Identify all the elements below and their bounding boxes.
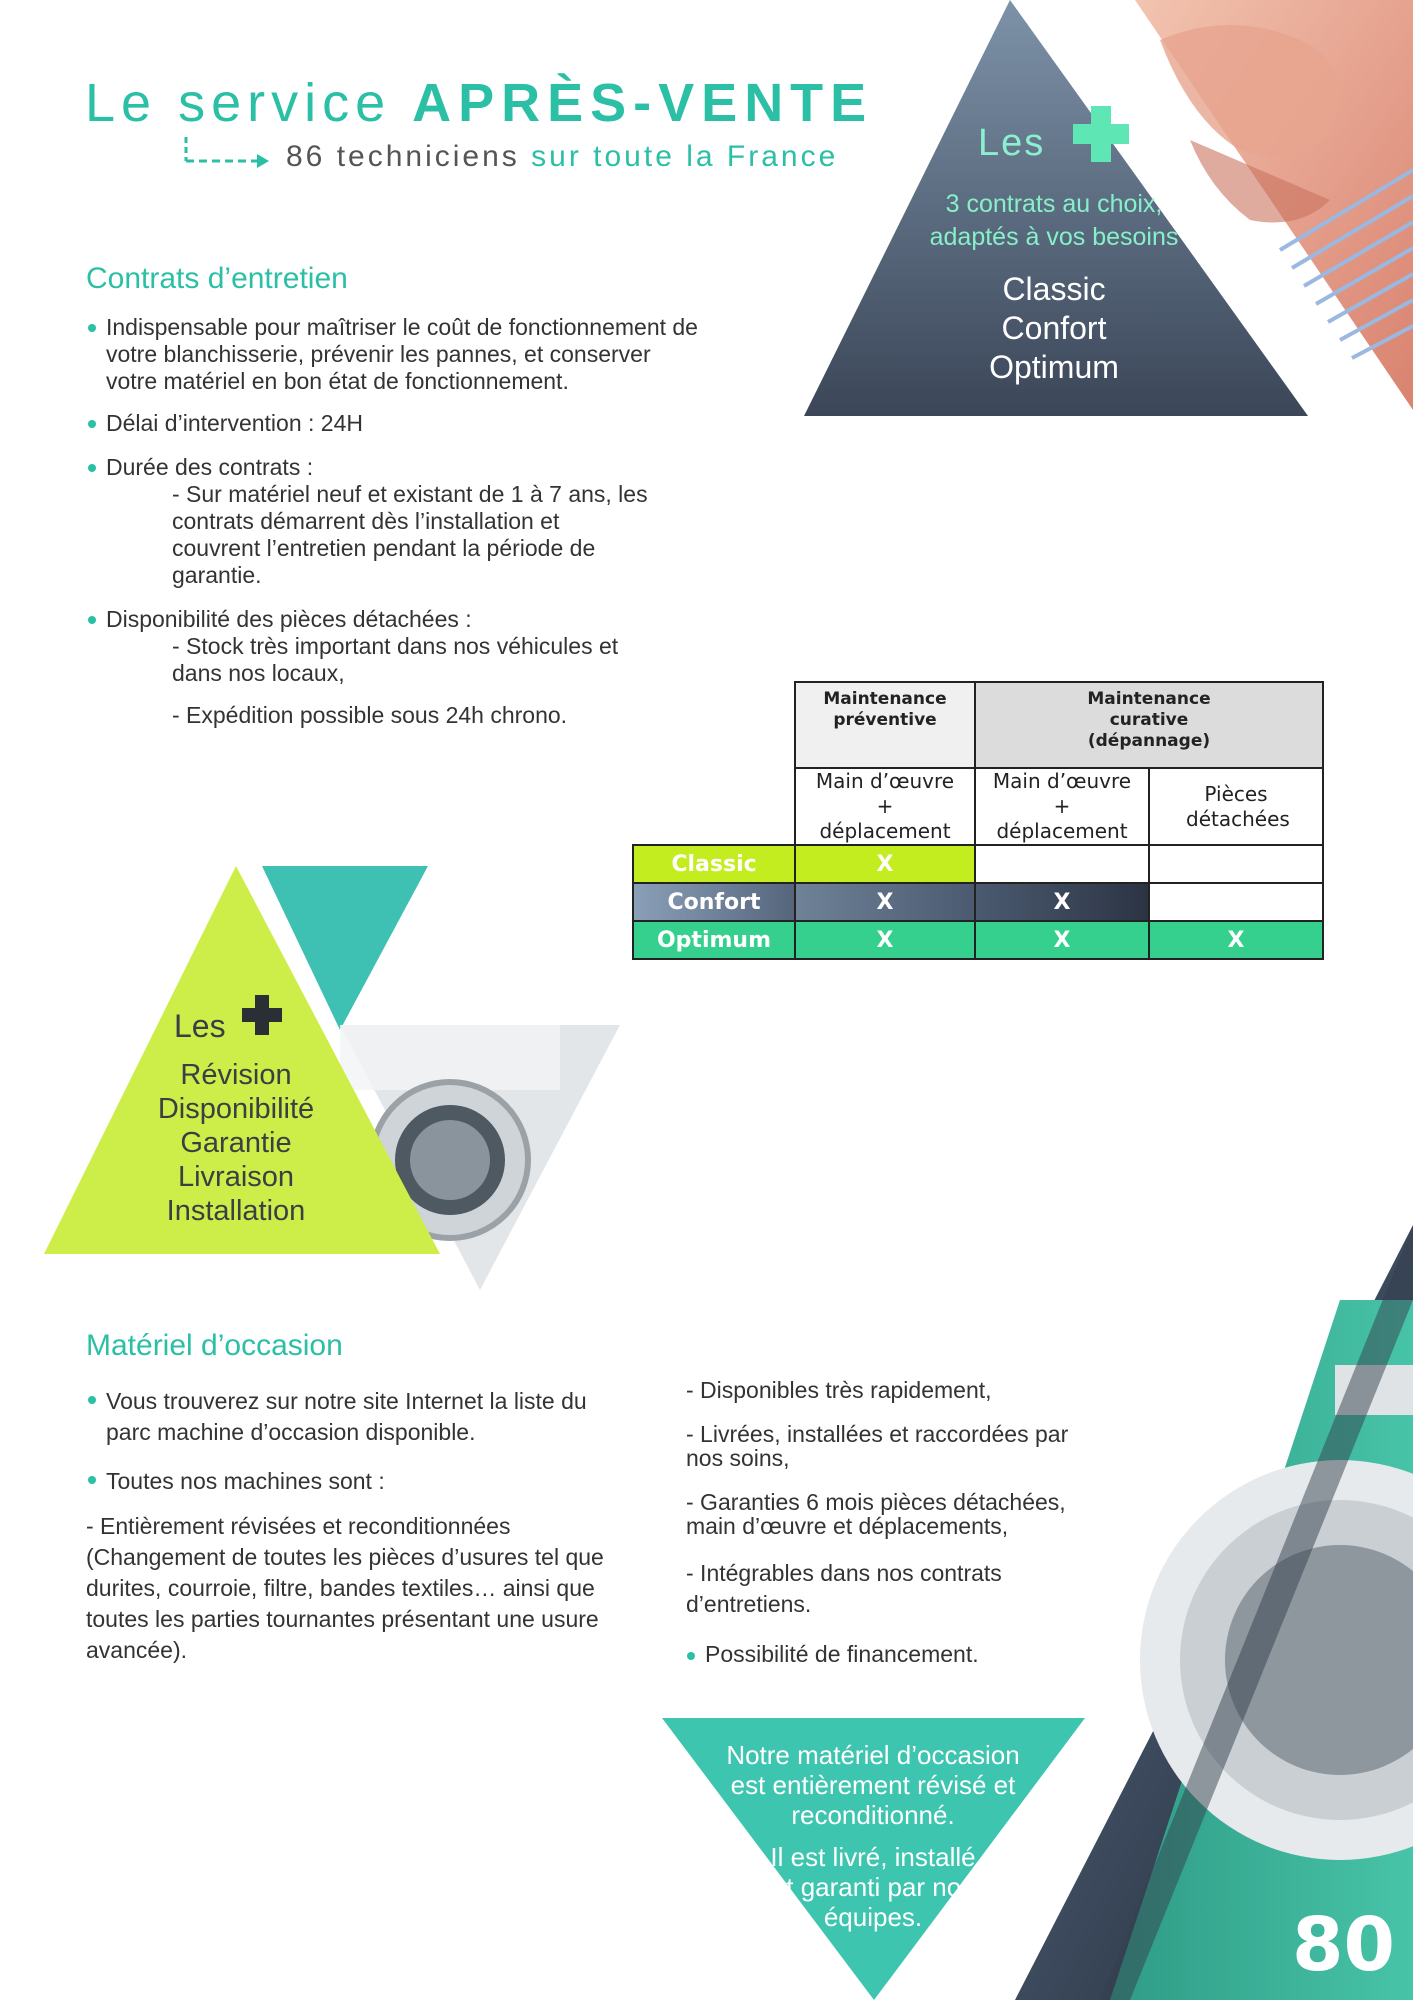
- occasion-right-item: Possibilité de financement.: [685, 1642, 1135, 1666]
- occasion-right-list: [686, 1378, 1136, 1666]
- bottom-triangle-p2: Il est livré, installé et garanti par nos équipes.: [770, 1842, 976, 1932]
- table-subheader: [1149, 768, 1323, 845]
- table-subheader: [975, 768, 1149, 845]
- contrats-subitem: - Stock très important dans nos véhicules et dans nos locaux,: [172, 633, 619, 686]
- table-header-preventive: Maintenance préventive: [795, 682, 975, 768]
- title-bold: APRÈS-VENTE: [412, 73, 874, 133]
- left-triangle-les: Les: [174, 1008, 226, 1044]
- table-cell: X: [975, 921, 1149, 959]
- table-row: [633, 845, 1323, 883]
- table-header-curative-text: Maintenance curative (dépannage): [1087, 689, 1211, 751]
- contrats-item: Durée des contrats :: [86, 454, 701, 481]
- occasion-item: Vous trouverez sur notre site Internet la liste du parc machine d’occasion disponible.: [86, 1386, 621, 1448]
- occasion-item: Toutes nos machines sont :: [86, 1466, 626, 1497]
- occasion-right-item: - Intégrables dans nos contrats d’entretiens.: [686, 1560, 1002, 1617]
- contrats-item: Disponibilité des pièces détachées :: [86, 606, 701, 633]
- bottom-triangle-p1: Notre matériel d’occasion est entièrement révisé et reconditionné.: [726, 1740, 1020, 1830]
- contrats-item: Délai d’intervention : 24H: [86, 410, 701, 437]
- contrats-heading: Contrats d’entretien: [86, 262, 348, 295]
- table-subheader: [795, 768, 975, 845]
- table-cell: [1149, 883, 1323, 921]
- table-cell: X: [1149, 921, 1323, 959]
- dashed-arrow-icon: [183, 133, 271, 173]
- row-label-confort: Confort: [633, 883, 795, 921]
- occasion-right-item: - Livrées, installées et raccordées par nos soins,: [686, 1421, 1069, 1471]
- contracts-table: [632, 681, 1324, 960]
- left-triangle-item: Disponibilité: [157, 1093, 315, 1125]
- bottom-triangle-text: [700, 1740, 1046, 1932]
- row-label-optimum: Optimum: [633, 921, 795, 959]
- table-empty-corner: [633, 682, 795, 768]
- table-cell: X: [795, 845, 975, 883]
- table-subheader-text: Pièces détachées: [1186, 781, 1290, 831]
- title-light: Le service: [85, 73, 413, 133]
- page-number: 80: [1292, 1902, 1395, 1988]
- top-triangle-intro: [856, 188, 1252, 254]
- table-row: [633, 921, 1323, 959]
- table-cell: [975, 845, 1149, 883]
- occasion-detail: - Entièrement révisées et reconditionnées (Changement de toutes les pièces d’usures tel que durites, courroie, filtre, bandes textiles… ainsi que toutes les parties tournantes présentant une usure avancée).: [86, 1513, 604, 1663]
- top-triangle-line2: adaptés à vos besoins: [929, 223, 1179, 251]
- left-triangle-item: Révision: [180, 1059, 292, 1091]
- top-triangle-les: Les: [978, 122, 1046, 164]
- occasion-right-item: - Garanties 6 mois pièces détachées, main d’œuvre et déplacements,: [686, 1489, 1066, 1539]
- table-subheader-text: Main d’œuvre + déplacement: [815, 769, 955, 843]
- table-row: [633, 883, 1323, 921]
- table-empty-cell: [633, 768, 795, 845]
- top-triangle-contracts: [904, 270, 1204, 387]
- page-title: [85, 72, 873, 134]
- contract-classic: Classic: [1002, 271, 1106, 307]
- subtitle-teal: sur toute la France: [531, 140, 839, 173]
- table-header-curative: [975, 682, 1323, 768]
- top-triangle-line1: 3 contrats au choix,: [945, 190, 1163, 218]
- contract-optimum: Optimum: [989, 349, 1119, 385]
- table-cell: [1149, 845, 1323, 883]
- left-triangle-list: [136, 1058, 336, 1228]
- contrats-list: [86, 314, 701, 729]
- contrats-item: Indispensable pour maîtriser le coût de fonctionnement de votre blanchisserie, prévenir les pannes, et conserver votre matériel en bon état de fonctionnement.: [86, 314, 701, 395]
- occasion-right-item: - Disponibles très rapidement,: [686, 1377, 992, 1403]
- table-subheader-text: Main d’œuvre + déplacement: [992, 769, 1132, 843]
- table-cell: X: [795, 883, 975, 921]
- table-cell: X: [975, 883, 1149, 921]
- left-triangle-item: Installation: [166, 1195, 306, 1227]
- subtitle-dark: 86 techniciens: [286, 140, 532, 173]
- occasion-left-list: [86, 1386, 626, 1666]
- row-label-classic: Classic: [633, 845, 795, 883]
- table-cell: X: [795, 921, 975, 959]
- left-triangle-item: Garantie: [180, 1127, 292, 1159]
- contrats-subitem: - Expédition possible sous 24h chrono.: [172, 702, 568, 728]
- occasion-heading: Matériel d’occasion: [86, 1329, 343, 1362]
- left-triangle-item: Livraison: [177, 1161, 295, 1193]
- contrats-subitem: - Sur matériel neuf et existant de 1 à 7 ans, les contrats démarrent dès l’installation et couvrent l’entretien pendant la période de garantie.: [172, 481, 648, 588]
- contract-confort: Confort: [1001, 310, 1107, 346]
- page-subtitle: [286, 140, 838, 174]
